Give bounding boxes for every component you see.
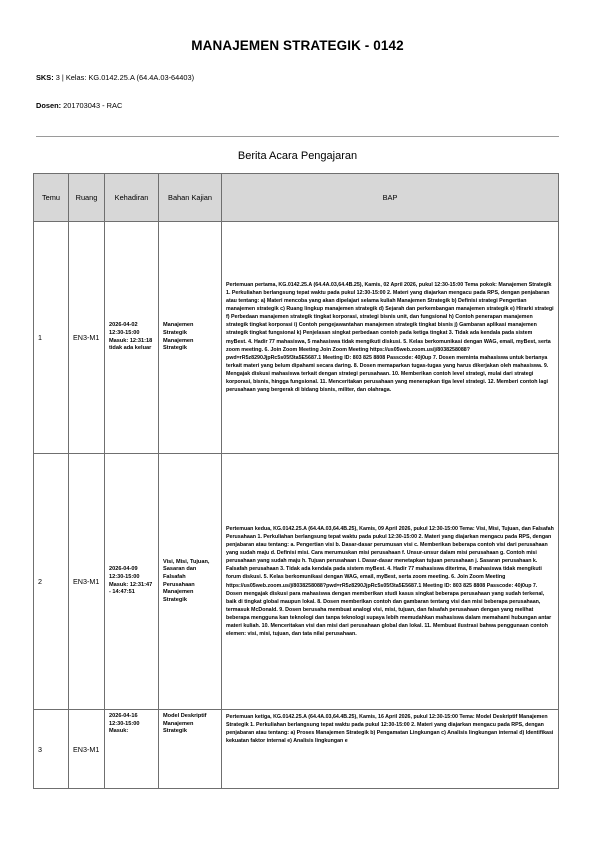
dosen-label: Dosen: xyxy=(36,101,62,110)
sks-label: SKS: xyxy=(36,73,54,82)
lecturer-info xyxy=(36,101,122,110)
bahan-kajian-cell: Manajemen Strategik Manajemen Strategik xyxy=(159,222,222,454)
table-row xyxy=(34,222,559,454)
header-kehadiran: Kehadiran xyxy=(105,174,159,222)
temu-cell: 2 xyxy=(34,454,69,710)
ruang-cell: EN3-M1 xyxy=(69,454,105,710)
ruang-cell: EN3-M1 xyxy=(69,222,105,454)
ruang-cell: EN3-M1 xyxy=(69,710,105,789)
bahan-kajian-cell xyxy=(159,710,222,789)
page-title: MANAJEMEN STRATEGIK - 0142 xyxy=(191,38,404,53)
dosen-value: 201703043 - RAC xyxy=(61,101,123,110)
header-ruang: Ruang xyxy=(69,174,105,222)
bahan-kajian-text: Model Deskriptif Manajemen Strategik xyxy=(163,713,207,735)
class-info xyxy=(36,73,194,82)
section-title: Berita Acara Pengajaran xyxy=(237,150,358,162)
bahan-kajian-cell: Visi, Misi, Tujuan, Sasaran dan Falsafah Perusahaan Manajemen Strategik xyxy=(159,454,222,710)
header-temu: Temu xyxy=(34,174,69,222)
kehadiran-text: 2026-04-16 12:30-15:00 Masuk: xyxy=(109,713,140,735)
table-row xyxy=(34,454,559,710)
kehadiran-cell: 2026-04-09 12:30-15:00 Masuk: 12:31:47 - 14:47:51 xyxy=(105,454,159,710)
divider xyxy=(36,136,559,137)
kehadiran-cell: 2026-04-02 12:30-15:00 Masuk: 12:31:18 tidak ada keluar xyxy=(105,222,159,454)
bap-table xyxy=(33,173,559,789)
temu-cell: 1 xyxy=(34,222,69,454)
temu-cell: 3 xyxy=(34,710,69,789)
bap-cell: Pertemuan pertama, KG.0142.25.A (64.4A.03,64.4B.25), Kamis, 02 April 2026, pukul 12:30-15:00 Tema pokok: Manajemen Strategik 1. Perkuliahan berlangsung tepat waktu pada pukul 12:30-15:00 2. Materi yang diajarkan mengacu pada RPS, dengan penjabaran atau tentang: a) Materi mencoba yang akan dipelajari selama kuliah Manajemen Strategik b) Definisi strategi Pengertian manajemen strategik c) Ruang lingkup manajemen strategik d) Sejarah dan perkembangan manajemen strategik e) Hirarki strategi f) Perbedaan manajemen strategik tingkat korporasi, strategi bisnis unit, dan fungsional h) Contoh penerapan manajemen strategik tingkat korporasi i) Contoh pengejawantahan manajemen strategik tingkat bisnis j) Gambaran aplikasi manajemen strategik tingkat fungsional k) Penjelasan singkat perbedaan contoh pada ketiga tingkat 3. Tidak ada kendala pada sistem myBest. 4. Hadir 77 mahasiswa, 5 mahasiswa tidak mengikuti diskusi. 5. Kelas berkomunikasi dengan WAG, email, myBest, serta zoom meeting. 6. Join Zoom Meeting Join Zoom Meeting https://us05web.zoom.us/j/8038258088?pwd=rR5z8290JjpRc5s05f3ta5E5687.1 Meeting ID: 803 825 8808 Passcode: 40j0up 7. Dosen meminta mahasiswa untuk bertanya terkait materi yang belum dipahami secara daring. 8. Dosen memaparkan tugas-tugas yang harus dikerjakan oleh mahasiswa. 9. Mengajak diskusi mahasiswa terkait dengan strategi perusahaan. 10. Memberikan contoh level strategi, mulai dari strategi korporasi, bisnis, hingga fungsional. 11. Menceritakan perusahaan yang menerapkan tiga level strategi. 12. Memberi contoh lagi perusahaan yang bergerak di bidang bisnis, militer, dan olahraga. xyxy=(222,222,559,454)
bap-text: Pertemuan ketiga, KG.0142.25.A (64.4A.03,64.4B.25), Kamis, 16 April 2026, pukul 12:30-15:00 Tema: Model Deskriptif Manajemen Strategik 1. Perkuliahan berlangsung tepat waktu pada pukul 12:30-15:00 2. Materi yang diajarkan mengacu pada RPS, dengan penjabaran atau tentang: a) Proses Manajemen Strategik b) Pengamatan Lingkungan c) Analisis lingkungan internal d) Identifikasi kekuatan faktor internal e) Analisis lingkungan e xyxy=(226,714,554,745)
kehadiran-cell xyxy=(105,710,159,789)
table-row xyxy=(34,710,559,789)
sks-class-value: 3 | Kelas: KG.0142.25.A (64.4A.03-64403) xyxy=(53,73,195,82)
header-bap: BAP xyxy=(222,174,559,222)
bap-cell xyxy=(222,710,559,789)
bap-cell: Pertemuan kedua, KG.0142.25.A (64.4A.03,64.4B.25), Kamis, 09 April 2026, pukul 12:30-15:00 Tema: Visi, Misi, Tujuan, dan Falsafah Perusahaan 1. Perkuliahan berlangsung tepat waktu pada pukul 12:30-15:00 2. Materi yang diajarkan mengacu pada RPS, dengan penjabaran atau tentang: a. Pengertian visi b. Dasar-dasar perumusan visi c. Memberikan beberapa contoh visi dari perusahaan yang sudah maju d. Definisi misi. Cara merumuskan misi perusahaan f. Unsur-unsur dalam misi perusahaan g. Contoh misi perusahaan yang sudah maju h. Tujuan perusahaan i. Dasar-dasar menetapkan tujuan perusahaan j. Sasaran perusahaan k. Falsafah perusahaan 3. Tidak ada kendala pada sistem myBest. 4. Hadir 77 mahasiswa diterima, 8 mahasiswa tidak mengikuti forum diskusi. 5. Kelas berkomunikasi dengan WAG, email, myBest, serta zoom meeting. 6. Join Zoom Meeting https://us05web.zoom.us/j/8038258088?pwd=rR5z8290JjpRc5s05f3ta5E5687.1 Meeting ID: 803 825 8808 Passcode: 40j0up 7. Dosen mengajak diskusi para mahasiswa dengan memberikan studi kasus singkat beberapa perusahaan yang sudah terkenal, baik di tingkat global maupun lokal. 8. Dosen memberikan contoh dan gambaran tentang visi dan misi beberapa perusahaan, termasuk McDonald. 9. Dosen berusaha membuat analogi visi, misi, tujuan, dan falsafah perusahaan dengan yang melihat beberapa mengguna kan teknologi dan tanpa teknologi supaya lebih memudahkan mahasiswa dalam memahami hubungan antar materi kuliah. 10. Menceritakan visi dan misi dari perusahaan global dan lokal. 11. Membuat ilustrasi bahwa penggunaan contoh elemen: visi, misi, tujuan, dan tata nilai perusahaan. xyxy=(222,454,559,710)
table-header-row xyxy=(34,174,559,222)
header-bahan-kajian: Bahan Kajian xyxy=(159,174,222,222)
